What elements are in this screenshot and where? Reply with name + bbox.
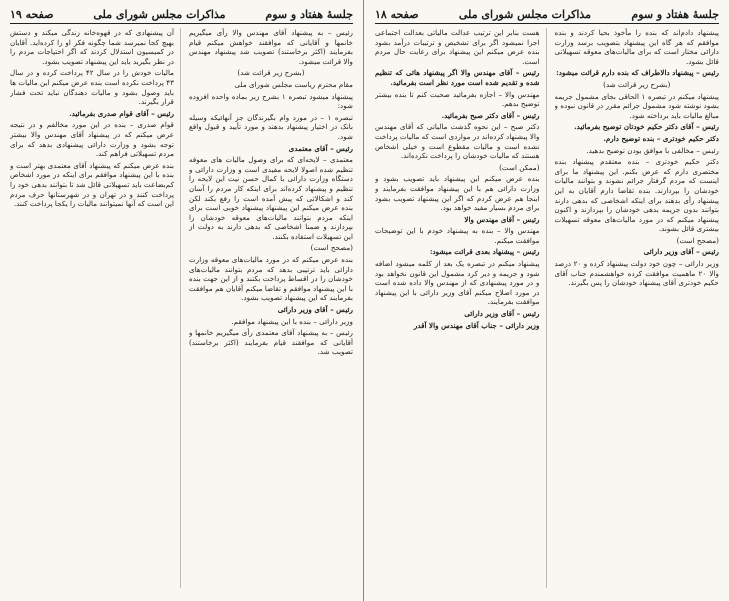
paragraph: رئیس – آقای مهندس والا	[464, 214, 540, 224]
right-page-column-2	[375, 28, 547, 588]
paragraph: پیشنهاد میکنم در تبصره یک بعد از کلمه میشود اضافه شود و جریمه و دیر کرد مشمول این قانون نخواهد بود و در مورد پیشنهادی که از مهندس والا داده شده است در مورد اصلاح میکنم آقای وزیر دارائی با این پیشنهاد موافقت بفرمایند.	[375, 259, 540, 307]
left-page	[0, 0, 364, 601]
paragraph: رئیس – آقای دکتر صبح بفرمائید.	[441, 110, 540, 120]
right-page-column-1	[555, 28, 720, 588]
paragraph: مالیات خودش را در سال ۴۲ پرداخت کرده و در سال ۴۳ پرداخت نکرده است بنده عرض میکنم این مالیات ها باید وصول بشود و مالیات دهندگان نباید تحت فشار قرار بگیرند.	[10, 68, 174, 107]
paragraph: (مصحح است)	[310, 243, 353, 253]
paragraph: تبصره ۱ – در مورد وام بگیرندگان جز آنهائیکه وسیله بانک در اختیار پیشنهاد بدهند و مورد تأیید و قبول واقع شود.	[189, 112, 353, 141]
paragraph: پیشنهاد میکنم در تبصره ۱ الحاقی بجای مشمول جریمه بشود نوشته شود مشمول جرائم مقرر در قانون نبوده و مبالغ مالیات باید برداخته شود.	[554, 91, 719, 120]
paragraph: پیشنهاد دادم‌اند که بنده را مأخوذ بحیا کردند و بنده موافقم که هر گاه این پیشنهاد بتصویب برسد وزارت دارائی مختار است که برای مالیات‌های معوقه تسهیلاتی قائل بشود.	[554, 28, 719, 66]
paragraph: معتمدی – لایحه‌ای که برای وصول مالیات های معوقه تنظیم شده اصولا لایحه مفیدی است و وزارت دارائی و دستگاه وزارت دارائی با کمال حسن نیت این لایحه را تنظیم و پیشنهاد کرده‌اند برای اینکه کار مردم را آسان کند و اشکالاتی که پیش آمده است را رفع بکند لکن بنده عرض میکنم این پیشنهاد پیشنهاد خوبی است برای اینکه مردم بتوانند مالیات‌های معوقه خودشان را بپردازند و ضمنا اشخاصی که بدهی دارند به دولت از این تسهیلات استفاده بکنند.	[189, 155, 353, 241]
paragraph: رئیس – آقای وزیر دارائی	[643, 247, 719, 257]
paragraph: رئیس – به پیشنهاد آقای معتمدی رأی میگیریم خانمها و آقایانی که موافقند قیام بفرمایند (اکثر برخاستند) تصویب شد.	[189, 328, 353, 357]
paragraph: رئیس – به پیشنهاد آقای مهندس والا رأی میگیریم خانمها و آقایانی که موافقند خواهش میکنم قیام بفرمایند (اکثر برخاستند) تصویب شد پیشنهاد مهندس والا قرائت میشود.	[189, 28, 353, 66]
paragraph: دکتر حکیم خودتری – بنده معتقدم پیشنهاد بنده مختصری دارم که عرض بکنم. این پیشنهاد ما برای اینست که مردم گرفتار جرائم نشوند و بتوانند مالیات خودشان را بپردازند. بنده تقاضا دارم آقایان به این پیشنهاد رأی بدهند برای اینکه اشخاصی که بدهی دارند بتوانند بدون جریمه بدهی خودشان را بپردازند و اکنون پیشنهاد میکنم که در مورد مالیات‌های معوقه تسهیلات بیشتری قائل بشوند.	[554, 157, 719, 234]
right-page-header	[375, 8, 719, 24]
paragraph: هست بنابر این ترتیب عدالت مالیاتی بعدالت اجتماعی اجرا نمیشود اگر برای تشخیص و ترتیبات درآمد بشود بنده عرض میکنم این پیشنهاد برای رعایت حال مردم است.	[375, 28, 540, 66]
right-header-center: مذاکرات مجلس شورای ملی	[458, 8, 592, 21]
left-page-number: صفحه ۱۹	[10, 8, 54, 21]
left-page-column-1	[189, 28, 353, 588]
paragraph: رئیس – پیشنهاد دالاطراف که بنده دارم قرائت میشود:	[556, 68, 719, 78]
paragraph: وزیر دارائی – چون خود دولت پیشنهاد کرده و ۲۰ درصد والا ۲۰ ماهمیت موافقت کرده خواهشمندم جناب آقای حکیم خودتری آقای پیشنهاد خودشان را پس بگیرند.	[554, 259, 719, 288]
paragraph: قوام صدری – بنده در این مورد مخالفم و در نتیجه عرض میکنم که در پیشنهاد آقای مهندس والا بیشتر توجه بشود و وزارت دارائی پیشنهادی بدهد که برای مردم تسهیلاتی فراهم کند.	[10, 120, 174, 159]
paragraph: مهندس والا – اجازه بفرمائید صحبت کنم تا بنده بیشتر توضیح بدهم.	[375, 89, 540, 109]
left-page-header	[10, 8, 353, 24]
paragraph: (ممکن است)	[499, 162, 540, 172]
paragraph: رئیس – آقای دکتر حکیم خودتان توضیح بفرمائید.	[574, 122, 719, 132]
right-header-right: جلسهٔ هفتاد و سوم	[631, 8, 719, 21]
paragraph: رئیس – آقای قوام صدری بفرمائید.	[69, 108, 174, 118]
paragraph: رئیس – پیشنهاد بعدی قرائت میشود:	[429, 247, 540, 257]
paragraph: مقام محترم ریاست مجلس شورای ملی	[234, 79, 353, 89]
paragraph: (بشرح زیر قرائت شد)	[237, 68, 305, 78]
paragraph: رئیس – آقای وزیر دارائی	[464, 309, 540, 319]
right-page	[365, 0, 729, 601]
paragraph: دکتر حکیم خودتری – بنده توضیح دارم.	[603, 133, 719, 143]
paragraph: مهندس والا – بنده به پیشنهاد خودم با این توضیحات موافقت میکنم.	[375, 226, 540, 245]
paragraph: پیشنهاد میشود تبصره ۱ بشرح زیر بماده واحده افزوده شود:	[189, 91, 353, 111]
left-page-column-2	[10, 28, 181, 588]
paragraph: رئیس – آقای مهندس والا اگر پیشنهاد هائی که تنظیم شده و تقدیم شده است مورد نظر است بفرمائید.	[375, 68, 540, 87]
paragraph: وزیر دارائی – بنده با این پیشنهاد موافقم.	[231, 316, 353, 326]
paragraph: رئیس – آقای وزیر دارائی	[277, 305, 353, 315]
paragraph: وزیر دارائی – جناب آقای مهندس والا آقدر	[413, 320, 540, 330]
left-header-center: مذاکرات مجلس شورای ملی	[93, 8, 226, 21]
paragraph: (بشرح زیر قرائت شد)	[603, 79, 671, 89]
right-page-number: صفحه ۱۸	[375, 8, 419, 21]
right-page-columns	[375, 28, 719, 588]
paragraph: بنده عرض میکنم که پیشنهاد آقای معتمدی بهتر است و بنده با این پیشنهاد موافقم برای اینکه در مورد اشخاص کم‌بضاعت باید تسهیلاتی قائل شد تا بتوانند بدهی خود را پرداخت کنند و در تهران و در شهرستانها حرف مردم این است که آنها نمیتوانند مالیات را یکجا پرداخت کنند.	[10, 160, 174, 209]
paragraph: بنده عرض میکنم این پیشنهاد باید تصویب بشود و وزارت دارائی هم با این پیشنهاد موافقت بفرمایند و اینجا هم عرض کردم که اگر این پیشنهاد تصویب بشود برای مردم بسیار مفید خواهد بود.	[375, 174, 540, 213]
left-header-right: جلسهٔ هفتاد و سوم	[265, 8, 353, 21]
paragraph: (مصحح است)	[676, 235, 719, 245]
left-page-columns	[10, 28, 353, 588]
paragraph: رئیس – مخالفی با موافق بودن توضیح بدهید.	[586, 145, 719, 155]
paragraph: آن پیشنهادی که در قهوه‌خانه زندگی میکند و دستش بهیچ کجا نمیرسد شما چگونه فکر او را کرده‌اید. آقایان در کمیسیون استدلال کردند که اگر احتیاجات مردم را در نظر بگیرید باید این پیشنهاد تصویب بشود.	[10, 28, 174, 66]
paragraph: رئیس – آقای معتمدی	[288, 143, 353, 153]
paragraph: دکتر صبح – این نحوه گذشت مالیاتی که آقای مهندس والا پیشنهاد کرده‌اند در مواردی است که مالیات پرداخت نشده است و مالیات مقطوع است و خیلی اشخاص هستند که مالیات خودشان را پرداخت نکرده‌اند.	[375, 122, 540, 161]
paragraph: بنده عرض میکنم که در مورد مالیات‌های معوقه وزارت دارائی باید ترتیبی بدهد که مردم بتوانند مالیات‌های خودشان را در اقساط پرداخت بکنند و از این جهت بنده با این پیشنهاد موافقم و تقاضا میکنم آقایان هم موافقت بفرمایند که این پیشنهاد تصویب بشود.	[189, 255, 353, 303]
